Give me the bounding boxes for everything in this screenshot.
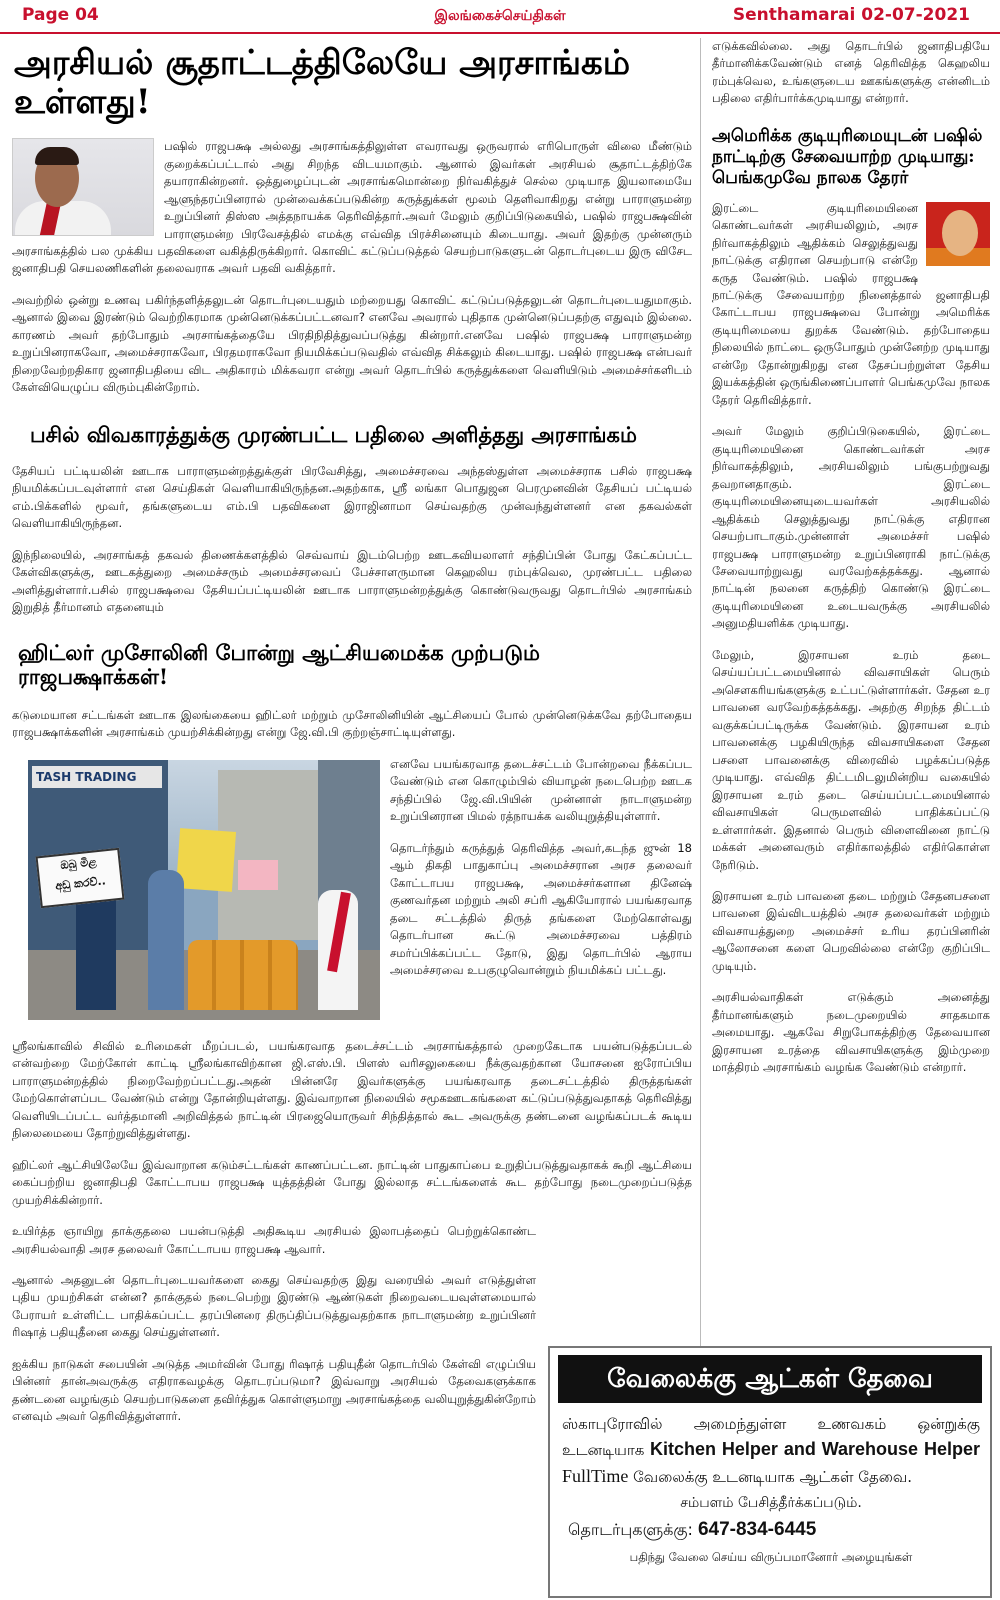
- sidebar-paragraph-4: இரசாயன உரம் பாவனை தடை மற்றும் சேதனபசளை பாவனை இவ்விடயத்தில் அரச தலைவர்கள் மற்றும் விவசாயத்துறை அமைச்சர் உரிய தரப்பினரின் ஆலோசனை களை பெறவில்லை என்றே குறிப்பிட முடியும்.: [712, 888, 990, 973]
- ad-footer: பதிந்து வேலை செய்ய விருப்பமானோர் அழையுங்கள்: [629, 1549, 913, 1564]
- article3-paragraph-2: எனவே பயங்கரவாத தடைச்சட்டம் போன்றவை நீக்கப்பட வேண்டும் என கொழும்பில் வியாழன் நடைபெற்ற ஊடக சந்திப்பில் ஜே.வி.பியின் முன்னாள் நாடாளுமன்ற உறுப்பினரான பிமல் ரத்நாயக்க வலியுறுத்தியுள்ளார்.: [390, 756, 692, 824]
- article2-headline: பசில் விவகாரத்துக்கு முரண்பட்ட பதிலை அளித்தது அரசாங்கம்: [30, 421, 637, 447]
- page-number: Page 04: [22, 5, 99, 25]
- ad-phone-number[interactable]: 647-834-6445: [697, 1518, 817, 1540]
- article3-paragraph-3: தொடர்ந்தும் கருத்துத் தெரிவித்த அவர்,கடந்த ஜுன் 18 ஆம் திகதி பாதுகாப்பு அமைச்சரான அரச தலைவர் கோட்டாபய ராஜபக்ஷ, அமைச்சர்களான தினேஷ் குணவர்தன மற்றும் அலி சப்ரி ஆகியோரால் பயங்கரவாத தடை சட்டத்தில் திருத் தங்களை மேற்கொள்வது தொடர்பான கூட்டு அமைச்சரவை பத்திரம் சமர்ப்பிக்கப்பட்ட தோடு, இது தொடர்பில் ஆராய அமைச்சரவை உபகுழுவொன்றும் நியமிக்கப் பட்டது.: [390, 840, 692, 978]
- article2-paragraph-1: தேசியப் பட்டியலின் ஊடாக பாராளுமன்றத்துக்குள் பிரவேசித்து, அமைச்சரவை அந்தஸ்துள்ள அமைச்சராக பசில் ராஜபக்ஷ நியமிக்கப்படவுள்ளார் என செய்திகள் வெளியாகியிருந்தன.அதற்காக, ஸ்ரீ லங்கா பொதுஜன பெரமுனவின் தேசியப் பட்டியல் எம்.பிக்களில் மூவர், தங்களுடைய எம்.பி பதவிகளை இராஜினாமா செய்வதற்கு முன்வந்துள்ளனர் என தகவல்கள் வெளியாகியிருந்தன.: [12, 463, 692, 531]
- sidebar-paragraph-5: அரசியல்வாதிகள் எடுக்கும் அனைத்து தீர்மானங்களும் நடைமுறையில் சாதகமாக அமையாது. ஆகவே சிறுபோகத்திற்கு தேவையான இரசாயன உரத்தை விவசாயிகளுக்கு இம்முறை மாத்திரம் அரசாங்கம் வழங்க வேண்டும் என்றார்.: [712, 990, 990, 1075]
- article3-paragraph-6: உயிர்த்த ஞாயிறு தாக்குதலை பயன்படுத்தி அதிகூடிய அரசியல் இலாபத்தைப் பெற்றுக்கொண்ட அரசியல்வாதி அரச தலைவர் கோட்டாபய ராஜபக்ஷ ஆவார்.: [12, 1224, 536, 1256]
- ad-contact-label: தொடர்புகளுக்கு:: [568, 1519, 693, 1539]
- sidebar-headline: அமெரிக்க குடியுரிமையுடன் பஷில் நாட்டிற்கு சேவையாற்ற முடியாது: பெங்கமுவே நாலக தேரர்: [712, 125, 983, 189]
- monk-photo: [926, 202, 990, 266]
- ad-line-2: வேலைக்கு உடனடியாக ஆட்கள் தேவை.: [633, 1468, 913, 1487]
- sidebar-paragraph-3: மேலும், இரசாயன உரம் தடை செய்யப்பட்டமையினால் விவசாயிகள் பெரும் அசௌகரியங்களுக்கு உட்பட்டுள்ளார்கள். சேதன உர பாவனை வரவேற்கத்தக்கது. அதற்கு சிறந்த திட்டம் வகுக்கப்பட்டிருக்க வேண்டும். இரசாயன உரம் பாவனைக்கு பழகியிருந்த விவசாயிகளை சேதன பசளை பாவனைக்கு விரைவில் பழக்கப்படுத்த முடியாது. எவ்வித திட்டமிடலுமின்றிய வகையில் இரசாயன உரம் தடை செய்யப்பட்டமையினால் விவசாயிகள் பெருமளவில் பாதிக்கப்பட்டு உள்ளார்கள். இதனால் பெரும் விளைவினை நாட்டு மக்கள் அனைவரும் எதிர்காலத்தில் எதிர்கொள்ள நேரிடும்.: [712, 647, 990, 872]
- article3-paragraph-5: ஹிட்லர் ஆட்சியிலேயே இவ்வாறான கடும்சட்டங்கள் காணப்பட்டன. நாட்டின் பாதுகாப்பை உறுதிப்படுத்துவதாகக் கூறி ஆட்சியை கைப்பற்றிய ஜனாதிபதி கோட்டாபய ராஜபக்ஷ யுத்தத்தின் போது இல்லாத சட்டங்களைக் கூட தற்போது நடைமுறைப்படுத்த முயற்சிக்கின்றார்.: [12, 1157, 692, 1207]
- ad-fulltime: FullTime: [562, 1466, 629, 1487]
- sidebar-paragraph-2: அவர் மேலும் குறிப்பிடுகையில், இரட்டை குடியுரிமையினை கொண்டவர்கள் அரச நிர்வாகத்திலும், அரசியலிலும் பங்குபற்றுவது தவறானதாகும். இரட்டை குடியுரிமையினையுடையவர்கள் அரசியலில் ஆதிக்கம் செலுத்துவது நாட்டுக்கு எதிரான செயற்பாடாகும்.முன்னாள் அமைச்சர் பஷில் ராஜபக்ஷ பாராளுமன்ற உறுப்பினராகி நாட்டுக்கு சேவையாற்றுவது வரவேற்கத்தக்கது. ஆனால் நாட்டின் நலனை கருத்திற் கொண்டு இரட்டை குடியுரிமையினை உடையவருக்கு அரசியலில் அனுமதியளிக்க முடியாது.: [712, 424, 990, 631]
- ad-line-1: ஸ்காபுரோவில் அமைந்துள்ள உணவகம் ஒன்றுக்கு உடனடியாக: [562, 1415, 980, 1459]
- sidebar-paragraph-1: இரட்டை குடியுரிமையினை கொண்டவர்கள் அரசியலிலும், அரச நிர்வாகத்திலும் ஆதிக்கம் செலுத்துவது நாட்டுக்கு எதிரான செயற்பாடு என்றே கருத வேண்டும். பஷில் ராஜபக்ஷ நாட்டுக்கு சேவையாற்ற நினைத்தால் ஜனாதிபதி கோட்டாபய ராஜபக்ஷவை போன்று அமெரிக்க குடியுரிமையை துறக்க வேண்டும். தற்போதைய நிலையில் நாட்டை ஒருபோதும் முன்னேற்ற முடியாது என்றே தோன்றுகிறது என தேசப்பற்றுள்ள தேசிய இயக்கத்தின் ஒருங்கிணைப்பாளர் பெங்கமுவே நாலக தேரர் தெரிவித்தார்.: [712, 200, 990, 407]
- article1: [12, 138, 692, 397]
- paper-date: Senthamarai 02-07-2021: [732, 5, 970, 25]
- minister-photo: [12, 138, 154, 236]
- page-header: [0, 0, 1000, 34]
- section-title: இலங்கைச்செய்திகள்: [434, 8, 566, 24]
- ad-body: [550, 1403, 990, 1566]
- article3-paragraph-7: ஆனால் அதனுடன் தொடர்புடையவர்களை கைது செய்வதற்கு இது வரையில் அவர் எடுத்துள்ள புதிய முயற்சிகள் என்ன? தாக்குதல் நடைபெற்று இரண்டு ஆண்டுகள் நிறைவடையவுள்ளமையால் பேராயர் உள்ளிட்ட பாதிக்கப்பட்ட தரப்பினரை திருப்திப்படுத்துவதற்காக நாடாளுமன்ற உறுப்பினர் ரிஷாத் பதியுதீனை கைது செய்துள்ளனர்.: [12, 1273, 536, 1340]
- shop-sign: TASH TRADING: [32, 766, 162, 788]
- side-column: [712, 38, 990, 1077]
- article3-paragraph-8: ஐக்கிய நாடுகள் சபையின் அடுத்த அமர்வின் போது ரிஷாத் பதியுதீன் தொடர்பில் கேள்வி எழுப்பிய பின்னர் தான்அவருக்கு எதிராகவழக்கு தொடரப்படுமா? இவ்வாறு அரசியல் தேவைகளுக்காக தண்டனை வழங்கும் செயற்பாடுகளை தவிர்த்துக கொள்ளுமாறு அரசாங்கத்தை வலியுறுத்துகின்றோம் எனவும் அவர் தெரிவித்துள்ளார்.: [12, 1356, 536, 1424]
- job-advertisement: [548, 1346, 992, 1598]
- article3: [12, 707, 692, 1426]
- article3-headline: ஹிட்லர் முசோலினி போன்று ஆட்சியமைக்க முற்படும் ராஜபக்ஷாக்கள்!: [18, 639, 540, 689]
- article3-paragraph-1: கடுமையான சட்டங்கள் ஊடாக இலங்கையை ஹிட்லர் மற்றும் முசோலினியின் ஆட்சியைப் போல் முன்னெடுக்கவே தற்போதைய ராஜபக்ஷாக்களின் அரசாங்கம் முயற்சிக்கின்றது என்று ஜே.வி.பி குற்றஞ்சாட்டியுள்ளது.: [12, 707, 692, 740]
- ad-salary: சம்பளம் பேசித்தீர்க்கப்படும்.: [680, 1494, 862, 1511]
- article2-paragraph-2: இந்நிலையில், அரசாங்கத் தகவல் திணைக்களத்தில் செவ்வாய் இடம்பெற்ற ஊடகவியலாளர் சந்திப்பின் போது கேட்கப்பட்ட கேள்விகளுக்கு, ஊடகத்துறை அமைச்சரும் அமைச்சரவைப் பேச்சாளருமான கெஹலிய ரம்புக்வெல, முரண்பட்ட பதிலை அளித்துள்ளார்.பசில் ராஜபக்ஷவை தேசியப்பட்டியலின் ஊடாக பாராளுமன்றத்துக்கு கொண்டுவருவது தொடர்பில் அரசாங்கம் இறுதித் தீர்மானம் எதனையும்: [12, 547, 692, 615]
- article1-paragraph-1: பஷில் ராஜபக்ஷ அல்லது அரசாங்கத்திலுள்ள எவராவது ஒருவரால் எரிபொருள் விலை மீண்டும் குறைக்கப்பட்டால் அது சிறந்த விடயமாகும். ஆனால் இவர்கள் அரசியல் சூதாட்டத்திற்கே தயாராகின்றனர். ஒத்துழைப்புடன் அரசாங்கமொன்றை நிர்வகித்துச் செல்ல முடியாத இயலாமையே ஆளுந்தரப்பினரால் முன்வைக்கப்படுகின்ற கருத்துக்கள் மூலம் தெளிவாகிறது என்று பாராளுமன்ற உறுப்பினர் திஸ்ஸ அத்தநாயக்க தெரிவித்தார்.அவர் மேலும் குறிப்பிடுகையில், பஷில் ராஜபக்ஷவின் பாராளுமன்ற பிரவேசத்தில் எமக்கு எவ்வித பிரச்சினையும் கிடையாது. அவர் இதற்கு முன்னரும் அரசாங்கத்தில் பல முக்கிய பதவிகளை வகித்திருக்கிறார். கொவிட் கட்டுப்படுத்தல் செயற்பாடுகளுடன் தொடர்புடைய இரு விசேட ஜனாதிபதி செயலணிகளின் தலைவராக அவர் பதவி வகித்தார்.: [12, 139, 692, 276]
- article3-paragraph-4: ஸ்ரீலங்காவில் சிவில் உரிமைகள் மீறப்படல், பயங்கரவாத தடைச்சட்டம் அரசாங்கத்தால் முறைகேடாக பயன்படுத்தப்படல் என்வற்றை மேற்கோள் காட்டி ஸ்ரீலங்காவிற்கான ஜி.எஸ்.பி. பிளஸ் வரிசலுகையை நீக்குவதற்கான யோசனை ஐரோப்பிய பாராளுமன்றத்தில் நிறைவேற்றப்பட்டது.அதன் பின்னரே இவர்களுக்கு பயங்கரவாத தடைசட்டத்தில் திருத்தங்கள் மேற்கொள்ளப்பட வேண்டும் என்று தோன்றியுள்ளது. இவ்வாறான நிலையில் சமூகஊடகங்களை கட்டுப்படுத்துவதாகத் தெரிவித்து வெளியிடப்பட்ட வர்த்தமானி அறிவித்தல் நாட்டின் பிரஜையொருவர் சிந்தித்தால் கூட அவருக்கு தண்டனை வழங்கப்படக் கூடிய நிலைமையை தோற்றுவித்துள்ளது.: [12, 1038, 692, 1141]
- article1-headline: அரசியல் சூதாட்டத்திலேயே அரசாங்கம் உள்ளது!: [14, 43, 631, 123]
- protest-photo: [28, 760, 380, 1020]
- main-column: [12, 38, 692, 1426]
- ad-title: வேலைக்கு ஆட்கள் தேவை: [558, 1355, 982, 1403]
- article2: [12, 463, 692, 617]
- ad-contact: [562, 1516, 980, 1545]
- article1-paragraph-2: அவற்றில் ஒன்று உணவு பகிர்ந்தளித்தலுடன் தொடர்புடையதும் மற்றையது கொவிட் கட்டுப்படுத்தலுடன் தொடர்புடையதுமாகும். ஆனால் இவை இரண்டும் வெற்றிகரமாக முன்னெடுக்கப்பட்டனவா? எனவே அவரால் புதிதாக முன்னெடுப்பதற்கு எதுவும் இல்லை. காரணம் அவர் தற்போதும் அரசாங்கத்தையே பிரதிநிதித்துவப்படுத்து கின்றார்.எனவே பஷில் ராஜபக்ஷ பாராளுமன்ற உறுப்பினராகவோ, அமைச்சராகவோ, பிரதமராகவோ நியமிக்கப்படுவதில் எவ்வித சிக்கலும் கிடையாது. பஷில் ராஜபக்ஷ என்பவர் நிறைவேற்றதிகார ஜனாதிபதியை விட அதிகாரம் மிக்கவரா என்று அவர் தொடர்பில் கருத்துக்களை வெளியிடும் அமைச்சர்களிடம் கேள்வியெழுப்ப விரும்புகின்றோம்.: [12, 292, 692, 395]
- ad-role: Kitchen Helper and Warehouse Helper: [650, 1438, 980, 1459]
- article2-continuation: எடுக்கவில்லை. அது தொடர்பில் ஜனாதிபதியே தீர்மானிக்கவேண்டும் எனத் தெரிவித்த கெஹலிய ரம்புக்வெல, உங்களுடைய ஊகங்களுக்கு என்னிடம் பதிலை எதிர்பார்க்கமுடியாது என்றார்.: [712, 39, 990, 106]
- protest-placard: ඔබු මිළ අඩු කරව්..: [36, 848, 125, 908]
